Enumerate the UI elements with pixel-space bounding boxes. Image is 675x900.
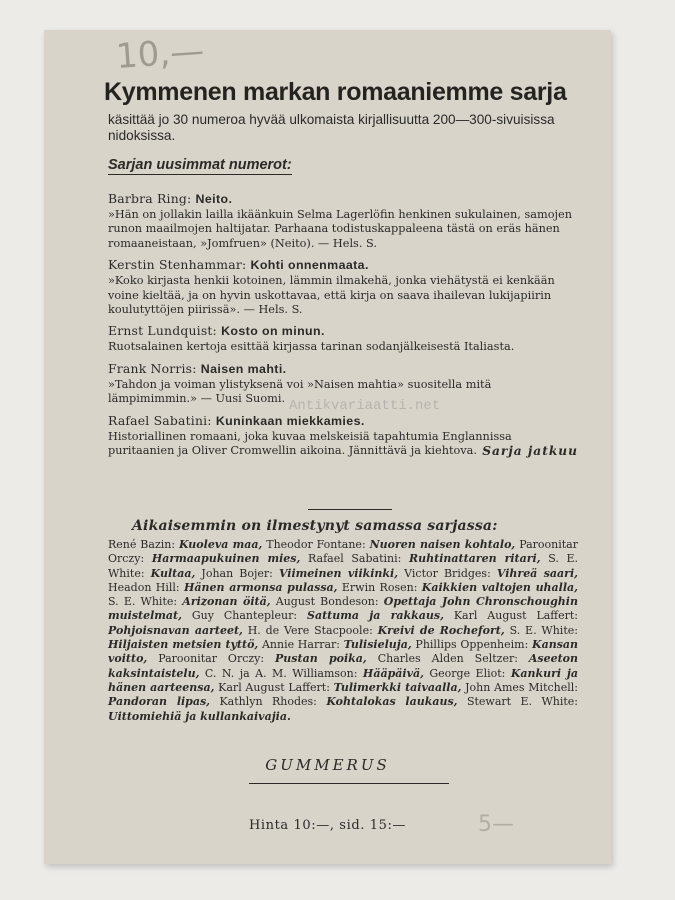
earlier-author: Phillips Oppenheim:	[415, 638, 529, 652]
earlier-book-title: Pustan poika,	[275, 652, 367, 666]
entry-ring	[108, 190, 578, 251]
site-watermark: Antikvariaatti.net	[289, 398, 441, 414]
earlier-author: Kathlyn Rhodes:	[219, 695, 317, 709]
entry-sabatini	[108, 412, 578, 459]
entry-author: Kerstin Stenhammar:	[108, 257, 247, 273]
earlier-book-title: Kankuri ja hänen aarteensa,	[108, 666, 578, 694]
earlier-book-title: Aseeton kaksintaistelu,	[108, 652, 578, 680]
entry-description: Ruotsalainen kertoja esittää kirjassa tarinan sodanjälkeisestä Italiasta.	[108, 340, 515, 354]
earlier-book-title: Opettaja John Chronschoughin muistelmat,	[108, 595, 578, 623]
handwritten-corner-mark: 5—	[478, 812, 514, 837]
earlier-author: Karl August Laffert:	[218, 680, 330, 694]
earlier-published-heading: Aikaisemmin on ilmestynyt samassa sarjassa:	[132, 518, 498, 534]
entry-author: Frank Norris:	[108, 360, 197, 376]
price-line: Hinta 10:—, sid. 15:—	[248, 818, 407, 833]
earlier-author: Annie Harrar:	[261, 638, 340, 652]
earlier-book-title: Vihreä saari,	[496, 566, 578, 580]
earlier-author: Erwin Rosen:	[341, 580, 418, 594]
earlier-author: S. E. White:	[108, 552, 579, 580]
earlier-book-title: Hiljaisten metsien tyttö,	[108, 638, 259, 652]
series-continues: Sarja jatkuu	[482, 444, 578, 459]
earlier-author: Theodor Fontane:	[266, 538, 366, 551]
earlier-book-title: Kansan voitto,	[108, 638, 579, 666]
series-intro: käsittää jo 30 numeroa hyvää ulkomaista kirjallisuutta 200—300-sivuisissa nidoksissa.	[108, 112, 555, 143]
entry-author: Rafael Sabatini:	[108, 412, 212, 428]
book-back-cover	[44, 30, 611, 864]
publisher-name: GUMMERUS	[265, 756, 390, 774]
earlier-author: Paroonitar Orczy:	[158, 652, 265, 666]
earlier-book-title: Sattuma ja rakkaus,	[307, 609, 444, 623]
earlier-book-title: Uittomiehiä ja kullankaivajia.	[108, 709, 291, 723]
earlier-book-title: Kaikkien valtojen uhalla,	[421, 580, 579, 594]
earlier-book-title: Kultaa,	[150, 566, 196, 580]
earlier-book-title: Ruhtinattaren ritari,	[408, 552, 541, 566]
earlier-book-title: Tulimerkki taivaalla,	[333, 680, 462, 694]
earlier-author: C. N. ja A. M. Williamson:	[204, 666, 358, 680]
earlier-author: Paroonitar Orczy:	[108, 538, 578, 566]
earlier-book-title: Nuoren naisen kohtalo,	[369, 538, 516, 551]
earlier-titles-list	[108, 538, 578, 724]
earlier-author: Headon Hill:	[108, 580, 180, 594]
earlier-author: Victor Bridges:	[404, 566, 491, 580]
entry-book-title: Kosto on minun.	[221, 324, 325, 339]
entry-description: »Koko kirjasta henkii kotoinen, lämmin ilmakehä, jonka viehätystä ei kenkään voine kieltää, ja on hyvin uskottavaa, että kirja on saava ihailevan lukijapiirin koulutyttöjen piirissä». — Hels. S.	[108, 274, 555, 317]
entry-book-title: Neito.	[195, 192, 233, 206]
earlier-book-title: Tulisieluja,	[343, 638, 412, 652]
handwritten-price-note: 10,—	[114, 30, 206, 78]
earlier-author: Stewart E. White:	[466, 695, 578, 709]
earlier-book-title: Pohjoisnavan aarteet,	[108, 623, 243, 637]
newest-entries	[108, 190, 578, 463]
earlier-book-title: Kreivi de Rochefort,	[377, 623, 505, 637]
entry-description: »Hän on jollakin lailla ikäänkuin Selma Lagerlöfin henkinen sukulainen, samojen runon maailmojen haltijatar. Parhaana todistuskappaleena tästä on eräs hänen romaaneistaan, »Jomfruen» (Neito). — Hels. S.	[108, 208, 572, 250]
earlier-author: John Ames Mitchell:	[465, 680, 578, 694]
newest-numbers-heading: Sarjan uusimmat numerot:	[108, 157, 292, 173]
earlier-author: August Bondeson:	[275, 595, 379, 609]
entry-book-title: Naisen mahti.	[200, 361, 287, 376]
section-divider	[308, 509, 392, 510]
earlier-author: S. E. White:	[108, 595, 178, 609]
earlier-author: Rafael Sabatini:	[307, 552, 402, 566]
earlier-author: Karl August Laffert:	[453, 609, 579, 623]
earlier-book-title: Arizonan öitä,	[182, 595, 271, 609]
earlier-book-title: Kohtalokas laukaus,	[326, 695, 458, 709]
earlier-book-title: Pandoran lipas,	[108, 695, 211, 709]
earlier-book-title: Kuoleva maa,	[178, 538, 263, 551]
series-title: Kymmenen markan romaaniemme sarja	[104, 78, 567, 106]
entry-stenhammar	[108, 256, 578, 317]
earlier-author: Johan Bojer:	[201, 566, 273, 580]
earlier-author: Charles Alden Seltzer:	[377, 652, 518, 666]
earlier-book-title: Viimeinen viikinki,	[278, 566, 399, 580]
earlier-book-title: Hänen armonsa pulassa,	[184, 580, 338, 594]
earlier-book-title: Harmaapukuinen mies,	[151, 552, 301, 566]
earlier-author: René Bazin:	[108, 538, 176, 551]
entry-author: Barbra Ring:	[108, 191, 192, 206]
entry-author: Ernst Lundquist:	[108, 323, 217, 339]
entry-lundquist	[108, 322, 578, 354]
entry-description: »Tahdon ja voiman ylistyksenä voi »Naisen mahtia» suositella mitä lämpimimmin.» — Uusi Suomi.	[108, 377, 492, 406]
earlier-author: S. E. White:	[509, 623, 578, 637]
earlier-author: H. de Vere Stacpoole:	[247, 623, 373, 637]
entry-description: Historiallinen romaani, joka kuvaa melskeisiä tapahtumia Englannissa puritaanien ja Oliver Cromwellin aikoina. Jännittävä ja kiehtova.	[108, 429, 512, 458]
entry-book-title: Kohti onnenmaata.	[250, 258, 369, 273]
earlier-book-title: Hääpäivä,	[362, 666, 424, 680]
earlier-author: George Eliot:	[429, 666, 506, 680]
entry-book-title: Kuninkaan miekkamies.	[215, 413, 365, 428]
earlier-author: Guy Chantepleur:	[191, 609, 298, 623]
footer-rule	[249, 783, 449, 784]
